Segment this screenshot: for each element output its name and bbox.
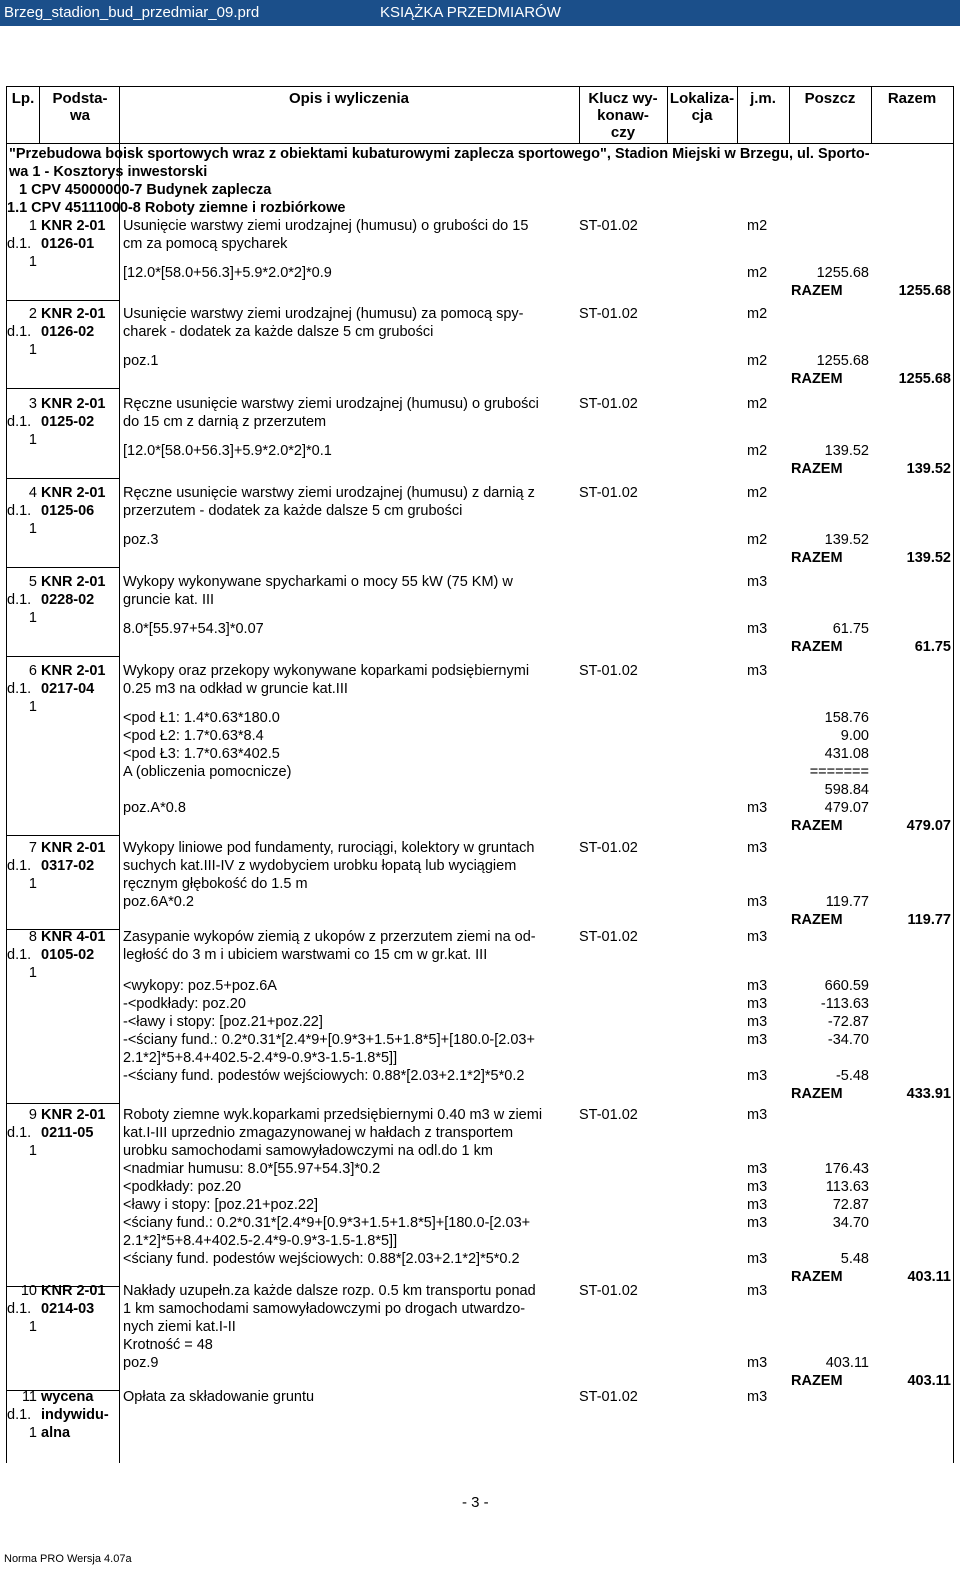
razem-value: 139.52: [906, 461, 951, 477]
razem-label: RAZEM: [791, 550, 843, 566]
item-description: suchych kat.III-IV z wydobyciem urobku łopatą lub wyciągiem: [123, 858, 517, 874]
calc-value: -72.87: [827, 1014, 869, 1030]
calc-line: <pod Ł3: 1.7*0.63*402.5: [123, 746, 280, 762]
item-basis: 0125-06: [41, 503, 95, 519]
item-description: Krotność = 48: [123, 1337, 213, 1353]
calc-unit: m2: [747, 353, 768, 369]
item-location: ST-01.02: [579, 485, 638, 501]
item-location: ST-01.02: [579, 929, 638, 945]
file-name: Brzeg_stadion_bud_przedmiar_09.prd: [4, 4, 260, 21]
calc-line: 8.0*[55.97+54.3]*0.07: [123, 621, 264, 637]
item-unit: m3: [747, 1283, 768, 1299]
item-sub-number: d.1.: [7, 681, 32, 697]
divider: [737, 87, 738, 143]
item-location: ST-01.02: [579, 840, 638, 856]
item-location: ST-01.02: [579, 1107, 638, 1123]
item-description: nych ziemi kat.I-II: [123, 1319, 236, 1335]
item-description: charek - dodatek za każde dalsze 5 cm grubości: [123, 324, 434, 340]
razem-value: 403.11: [907, 1373, 951, 1389]
item-sub-number: d.1.: [7, 324, 32, 340]
row-separator: [7, 567, 119, 568]
razem-label: RAZEM: [791, 1269, 843, 1285]
calc-line: -<ściany fund.: 0.2*0.31*[2.4*9+[0.9*3+1.5+1.8*5]+[180.0-[2.03+: [123, 1032, 535, 1048]
item-description: Usunięcie warstwy ziemi urodzajnej (humusu) o grubości do 15: [123, 218, 529, 234]
item-description: Usunięcie warstwy ziemi urodzajnej (humusu) za pomocą spy-: [123, 306, 524, 322]
item-sub-number: 1: [28, 965, 37, 981]
col-basis: Podsta- wa: [52, 90, 108, 124]
item-sub-number: 1: [28, 876, 37, 892]
item-basis: KNR 2-01: [41, 306, 106, 322]
calc-value: 113.63: [825, 1179, 869, 1195]
calc-value: 598.84: [824, 782, 869, 798]
item-basis: alna: [41, 1425, 71, 1441]
calc-line: -<ławy i stopy: [poz.21+poz.22]: [123, 1014, 323, 1030]
item-sub-number: 1: [28, 1143, 37, 1159]
razem-label: RAZEM: [791, 1086, 843, 1102]
item-number: 6: [28, 663, 37, 679]
cpv-section: 1 CPV 45000000-7 Budynek zaplecza: [19, 182, 272, 198]
calc-value: 1255.68: [816, 353, 869, 369]
item-basis: 0125-02: [41, 414, 95, 430]
calc-value: 660.59: [824, 978, 869, 994]
calc-unit: m3: [747, 978, 768, 994]
calc-unit: m3: [747, 621, 768, 637]
item-description: gruncie kat. III: [123, 592, 215, 608]
calc-value: 72.87: [832, 1197, 869, 1213]
item-basis: KNR 2-01: [41, 663, 106, 679]
item-number: 3: [28, 396, 37, 412]
item-basis: wycena: [41, 1389, 94, 1405]
item-description: 1 km samochodami samowyładowczymi po drogach utwardzo-: [123, 1301, 526, 1317]
calc-value: 9.00: [840, 728, 869, 744]
calc-line: 2.1*2]*5+8.4+402.5-2.4*9-0.9*3-1.5-1.8*5]]: [123, 1050, 398, 1066]
item-number: 1: [28, 218, 37, 234]
item-number: 9: [28, 1107, 37, 1123]
calc-line: [12.0*[58.0+56.3]+5.9*2.0*2]*0.9: [123, 265, 332, 281]
item-description: do 15 cm z darnią z przerzutem: [123, 414, 327, 430]
item-location: ST-01.02: [579, 663, 638, 679]
calc-line: <pod Ł1: 1.4*0.63*180.0: [123, 710, 280, 726]
top-bar: [0, 0, 960, 26]
col-loc: Lokaliza- cja: [669, 90, 735, 124]
item-sub-number: d.1.: [7, 1301, 32, 1317]
item-description: 0.25 m3 na odkład w gruncie kat.III: [123, 681, 348, 697]
calc-value: 158.76: [824, 710, 869, 726]
item-basis: 0105-02: [41, 947, 95, 963]
item-description: Wykopy oraz przekopy wykonywane koparkami podsiębiernymi: [123, 663, 530, 679]
item-sub-number: d.1.: [7, 592, 32, 608]
item-sub-number: d.1.: [7, 947, 32, 963]
item-description: ręcznym głębokość do 1.5 m: [123, 876, 308, 892]
divider: [789, 87, 790, 143]
razem-value: 1255.68: [898, 371, 951, 387]
estimate-table: [6, 86, 954, 1463]
item-location: ST-01.02: [579, 396, 638, 412]
razem-label: RAZEM: [791, 639, 843, 655]
item-sub-number: d.1.: [7, 236, 32, 252]
razem-value: 119.77: [907, 912, 951, 928]
divider: [39, 87, 40, 143]
item-unit: m3: [747, 663, 768, 679]
razem-label: RAZEM: [791, 1373, 843, 1389]
calc-unit: m3: [747, 1161, 768, 1177]
calc-value: 479.07: [824, 800, 869, 816]
page-number: - 3 -: [462, 1494, 489, 1511]
calc-line: <wykopy: poz.5+poz.6A: [123, 978, 277, 994]
item-sub-number: d.1.: [7, 1407, 32, 1423]
calc-line: poz.9: [123, 1355, 159, 1371]
item-description: Wykopy liniowe pod fundamenty, rurociągi, kolektory w gruntach: [123, 840, 535, 856]
item-basis: 0211-05: [41, 1125, 94, 1141]
calc-line: poz.A*0.8: [123, 800, 186, 816]
item-basis: 0126-01: [41, 236, 95, 252]
item-sub-number: 1: [28, 1319, 37, 1335]
item-number: 7: [28, 840, 37, 856]
row-separator: [7, 656, 119, 657]
item-description: Opłata za składowanie gruntu: [123, 1389, 315, 1405]
calc-unit: m3: [747, 1068, 768, 1084]
item-sub-number: 1: [28, 699, 37, 715]
software-version: Norma PRO Wersja 4.07a: [4, 1553, 132, 1565]
calc-line: -<podkłady: poz.20: [123, 996, 246, 1012]
item-basis: indywidu-: [41, 1407, 109, 1423]
calc-line: poz.1: [123, 353, 159, 369]
item-basis: 0317-02: [41, 858, 95, 874]
item-sub-number: d.1.: [7, 414, 32, 430]
razem-label: RAZEM: [791, 371, 843, 387]
item-unit: m3: [747, 1107, 768, 1123]
item-basis: KNR 2-01: [41, 1107, 106, 1123]
calc-unit: m3: [747, 894, 768, 910]
calc-value: -113.63: [820, 996, 869, 1012]
razem-label: RAZEM: [791, 818, 843, 834]
col-key: Klucz wy- konaw- czy: [588, 90, 658, 141]
calc-unit: m3: [747, 1179, 768, 1195]
document-title: KSIĄŻKA PRZEDMIARÓW: [380, 4, 561, 21]
calc-line: <ściany fund. podestów wejściowych: 0.88*[2.03+2.1*2]*5*0.2: [123, 1251, 520, 1267]
item-sub-number: 1: [28, 342, 37, 358]
calc-line: A (obliczenia pomocnicze): [123, 764, 292, 780]
item-basis: KNR 2-01: [41, 485, 106, 501]
item-sub-number: 1: [28, 1425, 37, 1441]
item-number: 4: [28, 485, 37, 501]
calc-line: <ściany fund.: 0.2*0.31*[2.4*9+[0.9*3+1.5+1.8*5]+[180.0-[2.03+: [123, 1215, 531, 1231]
item-description: Ręczne usunięcie warstwy ziemi urodzajnej (humusu) o grubości: [123, 396, 539, 412]
calc-value: 139.52: [824, 532, 869, 548]
item-unit: m2: [747, 485, 768, 501]
item-location: ST-01.02: [579, 1283, 638, 1299]
razem-value: 403.11: [907, 1269, 951, 1285]
col-unit: j.m.: [750, 90, 776, 107]
item-description: przerzutem - dodatek za każde dalsze 5 cm grubości: [123, 503, 463, 519]
col-desc: Opis i wyliczenia: [288, 90, 410, 107]
item-location: ST-01.02: [579, 218, 638, 234]
project-subtitle: wa 1 - Kosztorys inwestorski: [9, 164, 208, 180]
item-sub-number: d.1.: [7, 1125, 32, 1141]
item-location: ST-01.02: [579, 1389, 638, 1405]
item-basis: 0214-03: [41, 1301, 95, 1317]
row-separator: [7, 835, 119, 836]
calc-value: 1255.68: [816, 265, 869, 281]
item-sub-number: 1: [28, 610, 37, 626]
item-location: ST-01.02: [579, 306, 638, 322]
item-unit: m3: [747, 840, 768, 856]
calc-line: poz.3: [123, 532, 159, 548]
razem-label: RAZEM: [791, 283, 843, 299]
razem-value: 1255.68: [898, 283, 951, 299]
razem-label: RAZEM: [791, 912, 843, 928]
calc-line: -<ściany fund. podestów wejściowych: 0.88*[2.03+2.1*2]*5*0.2: [123, 1068, 525, 1084]
item-unit: m3: [747, 929, 768, 945]
calc-value: 34.70: [832, 1215, 869, 1231]
item-description: Wykopy wykonywane spycharkami o mocy 55 kW (75 KM) w: [123, 574, 513, 590]
item-unit: m3: [747, 1389, 768, 1405]
item-number: 5: [28, 574, 37, 590]
item-basis: 0217-04: [41, 681, 95, 697]
item-basis: 0228-02: [41, 592, 95, 608]
divider: [667, 87, 668, 143]
cpv-subsection: 1.1 CPV 45111000-8 Roboty ziemne i rozbiórkowe: [7, 200, 346, 216]
calc-value: 61.75: [832, 621, 869, 637]
divider: [579, 87, 580, 143]
item-description: kat.I-III uprzednio zmagazynowanej w hałdach z transportem: [123, 1125, 514, 1141]
col-partial: Poszcz: [804, 90, 856, 107]
divider: [871, 87, 872, 143]
item-description: Zasypanie wykopów ziemią z ukopów z przerzutem ziemi na od-: [123, 929, 536, 945]
calc-unit: m3: [747, 1032, 768, 1048]
razem-value: 433.91: [906, 1086, 951, 1102]
row-separator: [7, 388, 119, 389]
item-basis: KNR 2-01: [41, 840, 106, 856]
calc-line: <podkłady: poz.20: [123, 1179, 242, 1195]
item-description: Nakłady uzupełn.za każde dalsze rozp. 0.5 km transportu ponad: [123, 1283, 536, 1299]
item-sub-number: 1: [28, 432, 37, 448]
razem-label: RAZEM: [791, 461, 843, 477]
table-header: [7, 87, 953, 144]
project-title: "Przebudowa boisk sportowych wraz z obiektami kubaturowymi zaplecza sportowego", Stadion Miejski w Brzegu, ul. Sporto-: [9, 146, 870, 162]
item-unit: m2: [747, 306, 768, 322]
calc-unit: m2: [747, 443, 768, 459]
item-sub-number: d.1.: [7, 858, 32, 874]
calc-line: <ławy i stopy: [poz.21+poz.22]: [123, 1197, 319, 1213]
item-sub-number: d.1.: [7, 503, 32, 519]
item-description: cm za pomocą spycharek: [123, 236, 288, 252]
calc-value: -34.70: [827, 1032, 869, 1048]
razem-value: 479.07: [906, 818, 951, 834]
item-basis: 0126-02: [41, 324, 95, 340]
item-basis: KNR 2-01: [41, 1283, 106, 1299]
calc-unit: m3: [747, 800, 768, 816]
item-unit: m3: [747, 574, 768, 590]
razem-value: 139.52: [906, 550, 951, 566]
calc-line: [12.0*[58.0+56.3]+5.9*2.0*2]*0.1: [123, 443, 332, 459]
row-separator: [7, 1103, 119, 1104]
calc-unit: m2: [747, 265, 768, 281]
razem-value: 61.75: [914, 639, 951, 655]
row-separator: [7, 300, 119, 301]
item-basis: KNR 4-01: [41, 929, 106, 945]
item-sub-number: 1: [28, 254, 37, 270]
item-number: 8: [28, 929, 37, 945]
item-basis: KNR 2-01: [41, 218, 106, 234]
calc-value: 431.08: [824, 746, 869, 762]
calc-unit: m3: [747, 1355, 768, 1371]
calc-unit: m3: [747, 1197, 768, 1213]
calc-value: 139.52: [824, 443, 869, 459]
calc-value: =======: [809, 764, 869, 780]
item-basis: KNR 2-01: [41, 396, 106, 412]
col-lp: Lp.: [11, 90, 35, 107]
item-description: urobku samochodami samowyładowczymi na odl.do 1 km: [123, 1143, 493, 1159]
row-separator: [7, 478, 119, 479]
calc-value: 5.48: [840, 1251, 869, 1267]
calc-line: poz.6A*0.2: [123, 894, 194, 910]
calc-value: 119.77: [825, 894, 869, 910]
item-sub-number: 1: [28, 521, 37, 537]
calc-unit: m3: [747, 1215, 768, 1231]
calc-unit: m3: [747, 1014, 768, 1030]
item-number: 10: [20, 1283, 37, 1299]
item-unit: m2: [747, 218, 768, 234]
calc-line: <nadmiar humusu: 8.0*[55.97+54.3]*0.2: [123, 1161, 381, 1177]
col-total: Razem: [887, 90, 937, 107]
calc-line: 2.1*2]*5+8.4+402.5-2.4*9-0.9*3-1.5-1.8*5]]: [123, 1233, 398, 1249]
item-number: 2: [28, 306, 37, 322]
calc-value: 176.43: [824, 1161, 869, 1177]
calc-unit: m3: [747, 1251, 768, 1267]
calc-line: <pod Ł2: 1.7*0.63*8.4: [123, 728, 264, 744]
item-description: Ręczne usunięcie warstwy ziemi urodzajnej (humusu) z darnią z: [123, 485, 535, 501]
calc-unit: m2: [747, 532, 768, 548]
calc-value: 403.11: [825, 1355, 869, 1371]
item-description: Roboty ziemne wyk.koparkami przedsiębiernymi 0.40 m3 w ziemi: [123, 1107, 543, 1123]
calc-unit: m3: [747, 996, 768, 1012]
item-description: ległość do 3 m i ubiciem warstwami co 15 cm w gr.kat. III: [123, 947, 488, 963]
divider: [119, 87, 120, 1463]
item-number: 11: [21, 1389, 37, 1405]
item-basis: KNR 2-01: [41, 574, 106, 590]
calc-value: -5.48: [835, 1068, 869, 1084]
item-unit: m2: [747, 396, 768, 412]
